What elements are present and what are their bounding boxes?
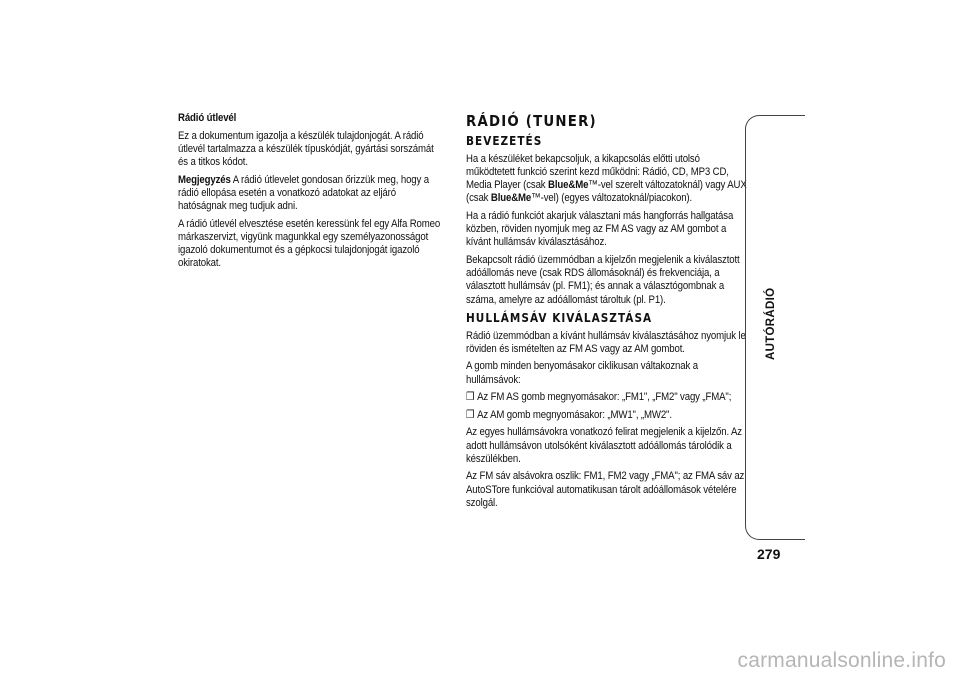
text-run: Ha a készüléket bekapcsoljuk, a kikapcsolás előtti utolsó működtetett funkció szerint kezd működni: Rádió, CD, MP3 CD, Media Player (csak <box>466 152 729 192</box>
text-run: ™-vel szerelt változatoknál) vagy AUX (csak <box>466 179 747 205</box>
brand-name: Blue&Me <box>548 179 589 192</box>
brand-name: Blue&Me <box>490 192 532 205</box>
text-run: ™-vel) (egyes változatoknál/piacokon). <box>531 192 693 205</box>
note-label: Megjegyzés <box>178 173 231 186</box>
subsection-heading-introduction: BEVEZETÉS <box>466 134 543 149</box>
paragraph: Az egyes hullámsávokra vonatkozó felirat megjelenik a kijelzőn. Az adott hullámsávon utolsóként kiválasztott adóállomás tárolódik a készülékben. <box>466 426 742 465</box>
paragraph: Ez a dokumentum igazolja a készülék tulajdonjogát. A rádió útlevél tartalmazza a készülék típuskódját, gyártási sorszámát és a titkos kódot. <box>178 129 434 168</box>
checkbox-bullet-icon: ❒ <box>466 391 475 404</box>
chapter-tab-label: AUTÓRÁDIÓ <box>765 287 777 360</box>
list-item-text: Az FM AS gomb megnyomásakor: „FM1", „FM2" vagy „FMA"; <box>477 391 732 404</box>
list-item <box>466 409 747 422</box>
note-text: A rádió útlevelet gondosan őrizzük meg, hogy a rádió ellopása esetén a vonatkozó adatokat az eljáró hatóságnak meg tudjuk adni. <box>178 173 429 212</box>
subsection-heading-band-selection: HULLÁMSÁV KIVÁLASZTÁSA <box>466 311 653 326</box>
list-item <box>466 391 747 404</box>
page-title: RÁDIÓ (TUNER) <box>466 112 597 130</box>
paragraph <box>466 153 747 206</box>
list-item-text: Az AM gomb megnyomásakor: „MW1", „MW2". <box>477 408 672 421</box>
page-number: 279 <box>757 546 781 562</box>
paragraph: Rádió üzemmódban a kívánt hullámsáv kiválasztásához nyomjuk le röviden és ismételten az FM AS vagy az AM gombot. <box>466 329 746 355</box>
section-heading-radio-passport: Rádió útlevél <box>178 112 237 124</box>
right-column <box>466 112 747 514</box>
watermark: carmanualsonline.info <box>737 649 946 672</box>
paragraph: Bekapcsolt rádió üzemmódban a kijelzőn megjelenik a kiválasztott adóállomás neve (csak RDS állomásoknál) és frekvenciája, a választott hullámsáv (pl. FM1); és annak a választógombnak a száma, amelyre az adóállomást tároltuk (pl. P1). <box>466 253 740 306</box>
note-paragraph <box>178 174 445 214</box>
paragraph: Ha a rádió funkciót akarjuk választani más hangforrás hallgatása közben, röviden nyomjuk meg az FM AS vagy az AM gombot a kívánt hullámsáv kiválasztásához. <box>466 209 734 249</box>
paragraph: A rádió útlevél elvesztése esetén keressünk fel egy Alfa Romeo márkaszervizt, vigyünk magunkkal egy személyazonosságot igazoló dokumentumot és a gépkocsi tulajdonjogát igazoló okiratokat. <box>178 217 441 270</box>
paragraph: A gomb minden benyomásakor ciklikusan váltakoznak a hullámsávok: <box>466 360 698 386</box>
paragraph: Az FM sáv alsávokra oszlik: FM1, FM2 vagy „FMA"; az FMA sáv az AutoSTore funkcióval automatikusan tárolt adóállomások vételére szolgál. <box>466 470 745 509</box>
checkbox-bullet-icon: ❒ <box>466 408 475 421</box>
left-column <box>178 112 445 275</box>
